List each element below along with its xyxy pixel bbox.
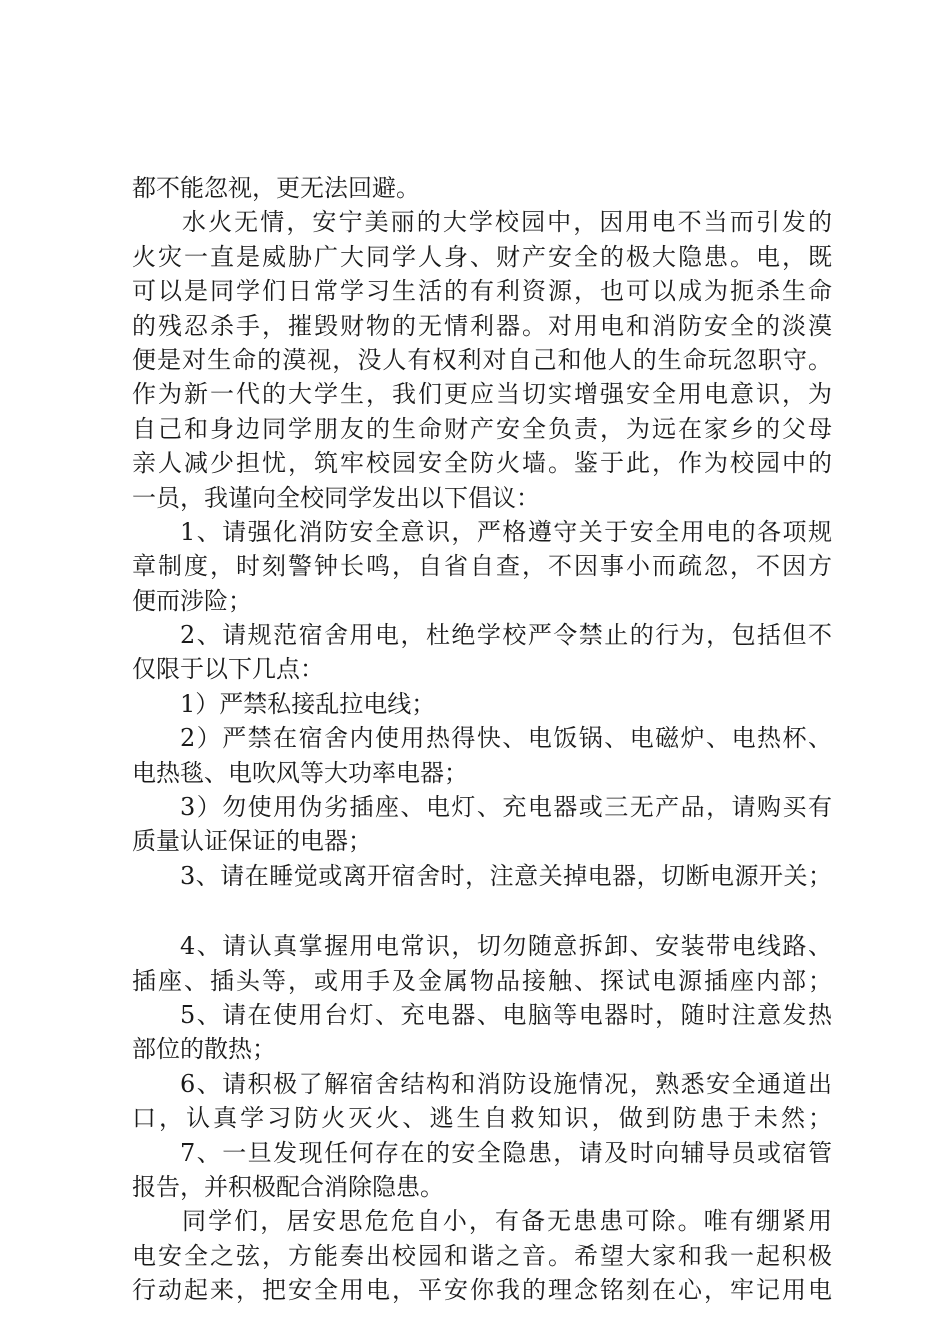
text-line: 一员，我谨向全校同学发出以下倡议： xyxy=(132,483,540,512)
text-line: 的残忍杀手，摧毁财物的无情利器。对用电和消防安全的淡漠 xyxy=(132,311,832,340)
text-line: 亲人减少担忧，筑牢校园安全防火墙。鉴于此，作为校园中的 xyxy=(132,449,832,478)
text-line: 自己和身边同学朋友的生命财产安全负责，为远在家乡的父母 xyxy=(132,414,832,443)
text-line: 电热毯、电吹风等大功率电器； xyxy=(132,758,468,787)
text-line: 2）严禁在宿舍内使用热得快、电饭锅、电磁炉、电热杯、 xyxy=(180,724,832,753)
text-line: 都不能忽视，更无法回避。 xyxy=(132,174,420,202)
text-line: 3）勿使用伪劣插座、电灯、充电器或三无产品，请购买有 xyxy=(180,793,832,822)
text-line: 1）严禁私接乱拉电线； xyxy=(180,689,436,718)
text-line: 仅限于以下几点： xyxy=(132,655,324,684)
text-line: 5、请在使用台灯、充电器、电脑等电器时，随时注意发热 xyxy=(180,1000,832,1029)
text-line: 电安全之弦，方能奏出校园和谐之音。希望大家和我一起积极 xyxy=(132,1241,832,1270)
text-line: 4、请认真掌握用电常识，切勿随意拆卸、安装带电线路、 xyxy=(180,932,832,961)
text-line: 2、请规范宿舍用电，杜绝学校严令禁止的行为，包括但不 xyxy=(180,621,832,650)
text-line: 插座、插头等，或用手及金属物品接触、探试电源插座内部； xyxy=(132,966,832,995)
text-line: 便而涉险； xyxy=(132,586,252,615)
text-line: 6、请积极了解宿舍结构和消防设施情况，熟悉安全通道出 xyxy=(180,1069,832,1098)
text-line: 7、一旦发现任何存在的安全隐患，请及时向辅导员或宿管 xyxy=(180,1138,832,1167)
text-line: 口，认真学习防火灭火、逃生自救知识，做到防患于未然； xyxy=(132,1104,832,1133)
text-line: 部位的散热； xyxy=(132,1035,276,1064)
text-line: 1、请强化消防安全意识，严格遵守关于安全用电的各项规 xyxy=(180,517,832,546)
text-line: 同学们，居安思危危自小，有备无患患可除。唯有绷紧用 xyxy=(182,1207,832,1236)
document-body xyxy=(132,171,832,1308)
text-line: 行动起来，把安全用电，平安你我的理念铭刻在心，牢记用电 xyxy=(132,1276,832,1305)
text-line: 3、请在睡觉或离开宿舍时，注意关掉电器，切断电源开关； xyxy=(180,861,832,890)
blank-line xyxy=(132,893,832,929)
text-line: 作为新一代的大学生，我们更应当切实增强安全用电意识，为 xyxy=(132,380,832,409)
text-line: 火灾一直是威胁广大同学人身、财产安全的极大隐患。电，既 xyxy=(132,242,832,271)
text-line: 报告，并积极配合消除隐患。 xyxy=(132,1172,444,1201)
text-line: 便是对生命的漠视，没人有权利对自己和他人的生命玩忽职守。 xyxy=(132,345,832,374)
text-line: 可以是同学们日常学习生活的有利资源，也可以成为扼杀生命 xyxy=(132,277,832,306)
text-line: 章制度，时刻警钟长鸣，自省自查，不因事小而疏忽，不因方 xyxy=(132,552,832,581)
text-line: 质量认证保证的电器； xyxy=(132,827,372,856)
text-line: 水火无情，安宁美丽的大学校园中，因用电不当而引发的 xyxy=(182,208,832,237)
